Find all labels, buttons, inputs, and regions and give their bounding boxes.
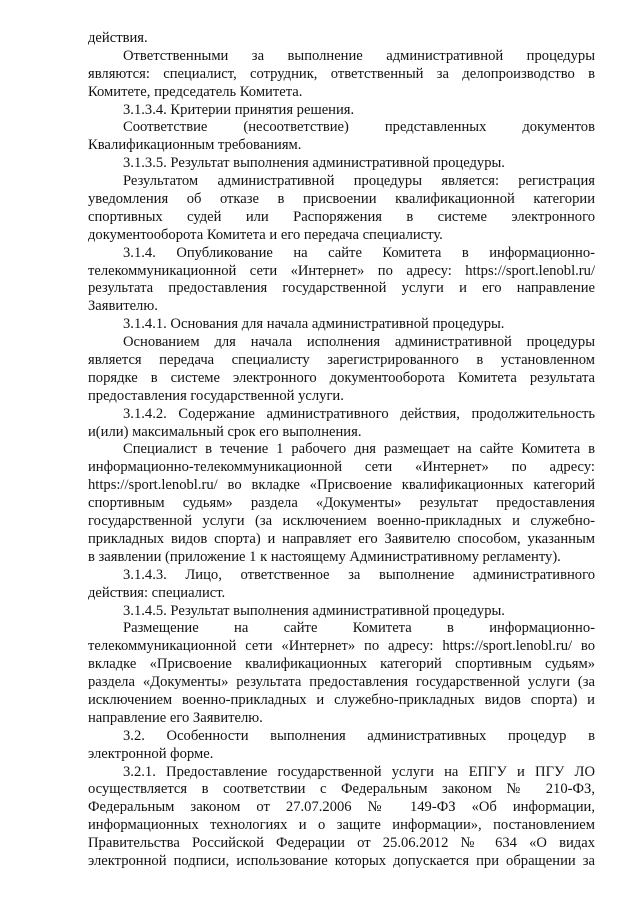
text-line: Заявителю. xyxy=(88,298,158,315)
text-line: 3.1.3.5. Результат выполнения административной процедуры. xyxy=(123,155,505,172)
paragraph xyxy=(88,102,595,120)
text-line: осуществляется в соответствии с Федеральным законом № 210-ФЗ, xyxy=(88,781,595,798)
text-line: 3.1.3.4. Критерии принятия решения. xyxy=(123,101,355,118)
text-line: электронной подписи, использование которых допускается при обращении за xyxy=(88,852,595,869)
text-line: вкладке «Присвоение квалификационных категорий спортивным судьям» xyxy=(88,656,595,673)
paragraph xyxy=(88,316,595,334)
text-line: действия. xyxy=(88,30,148,46)
text-line: 3.1.4.2. Содержание административного действия, продолжительность xyxy=(123,405,595,422)
text-line: 3.1.4.1. Основания для начала административной процедуры. xyxy=(123,316,505,333)
text-line: и(или) максимальный срок его выполнения. xyxy=(88,423,362,440)
text-line: Основанием для начала исполнения административной процедуры xyxy=(123,334,595,351)
text-line: информационно-телекоммуникационной сети «Интернет» по адресу: xyxy=(88,459,595,476)
paragraph xyxy=(88,603,595,621)
text-line: является передача специалисту зарегистрированного в установленном xyxy=(88,352,595,369)
paragraph xyxy=(88,441,595,566)
text-line: Ответственными за выполнение административной процедуры xyxy=(123,47,595,64)
text-line: спортивных судей или Распоряжения в системе электронного xyxy=(88,208,595,225)
text-line: документооборота Комитета и его передача специалисту. xyxy=(88,226,443,243)
paragraph xyxy=(88,173,595,245)
text-line: государственной услуги (за исключением военно-прикладных и служебно- xyxy=(88,513,595,530)
text-line: https://sport.lenobl.ru/ во вкладке «Присвоение квалификационных категорий xyxy=(88,477,595,494)
paragraph xyxy=(88,567,595,603)
text-line: раздела «Документы» результата предоставления государственной услуги (за xyxy=(88,674,595,691)
text-line: электронной форме. xyxy=(88,745,214,762)
text-line: являются: специалист, сотрудник, ответственный за делопроизводство в xyxy=(88,65,595,82)
paragraph xyxy=(88,30,595,48)
text-line: Размещение на сайте Комитета в информационно- xyxy=(123,620,595,637)
text-line: Результатом административной процедуры является: регистрация xyxy=(123,173,595,190)
paragraph xyxy=(88,155,595,173)
paragraph xyxy=(88,245,595,317)
text-line: спортивным судьям» раздела «Документы» результат предоставления xyxy=(88,495,595,512)
text-line: Специалист в течение 1 рабочего дня размещает на сайте Комитета в xyxy=(123,441,595,458)
text-line: прикладных видов спорта) и направляет его Заявителю способом, указанным xyxy=(88,530,595,547)
text-line: уведомления об отказе в присвоении квалификационной категории xyxy=(88,191,595,208)
text-line: действия: специалист. xyxy=(88,584,226,601)
paragraph xyxy=(88,764,595,871)
text-line: направление его Заявителю. xyxy=(88,709,263,726)
text-line: информационных технологиях и о защите информации», постановлением xyxy=(88,817,595,834)
paragraph xyxy=(88,48,595,102)
text-line: телекоммуникационной сети «Интернет» по адресу: https://sport.lenobl.ru/ xyxy=(88,262,595,279)
text-line: 3.1.4.3. Лицо, ответственное за выполнение административного xyxy=(123,566,595,583)
paragraph xyxy=(88,119,595,155)
text-line: 3.1.4. Опубликование на сайте Комитета в информационно- xyxy=(123,244,595,261)
text-line: Квалификационным требованиям. xyxy=(88,137,302,154)
text-line: Федеральным законом от 27.07.2006 № 149-ФЗ «Об информации, xyxy=(88,799,595,816)
text-line: 3.1.4.5. Результат выполнения административной процедуры. xyxy=(123,602,505,619)
text-line: 3.2.1. Предоставление государственной услуги на ЕПГУ и ПГУ ЛО xyxy=(123,763,595,780)
text-line: исключением военно-прикладных и служебно-прикладных видов спорта) и xyxy=(88,691,595,708)
document-page xyxy=(88,30,595,871)
text-line: предоставления государственной услуги. xyxy=(88,387,344,404)
text-line: в заявлении (приложение 1 к настоящему Административному регламенту). xyxy=(88,548,561,565)
paragraph xyxy=(88,620,595,727)
text-line: порядке в системе электронного документооборота Комитета результата xyxy=(88,369,595,386)
text-line: 3.2. Особенности выполнения административных процедур в xyxy=(123,727,595,744)
text-line: Правительства Российской Федерации от 25.06.2012 № 634 «О видах xyxy=(88,835,595,852)
text-line: Комитете, председатель Комитета. xyxy=(88,83,303,100)
paragraph xyxy=(88,334,595,406)
paragraph xyxy=(88,406,595,442)
text-line: Соответствие (несоответствие) представленных документов xyxy=(123,119,595,136)
text-line: телекоммуникационной сети «Интернет» по адресу: https://sport.lenobl.ru/ во xyxy=(88,638,595,655)
paragraph xyxy=(88,728,595,764)
text-line: результата предоставления государственной услуги и его направление xyxy=(88,280,595,297)
